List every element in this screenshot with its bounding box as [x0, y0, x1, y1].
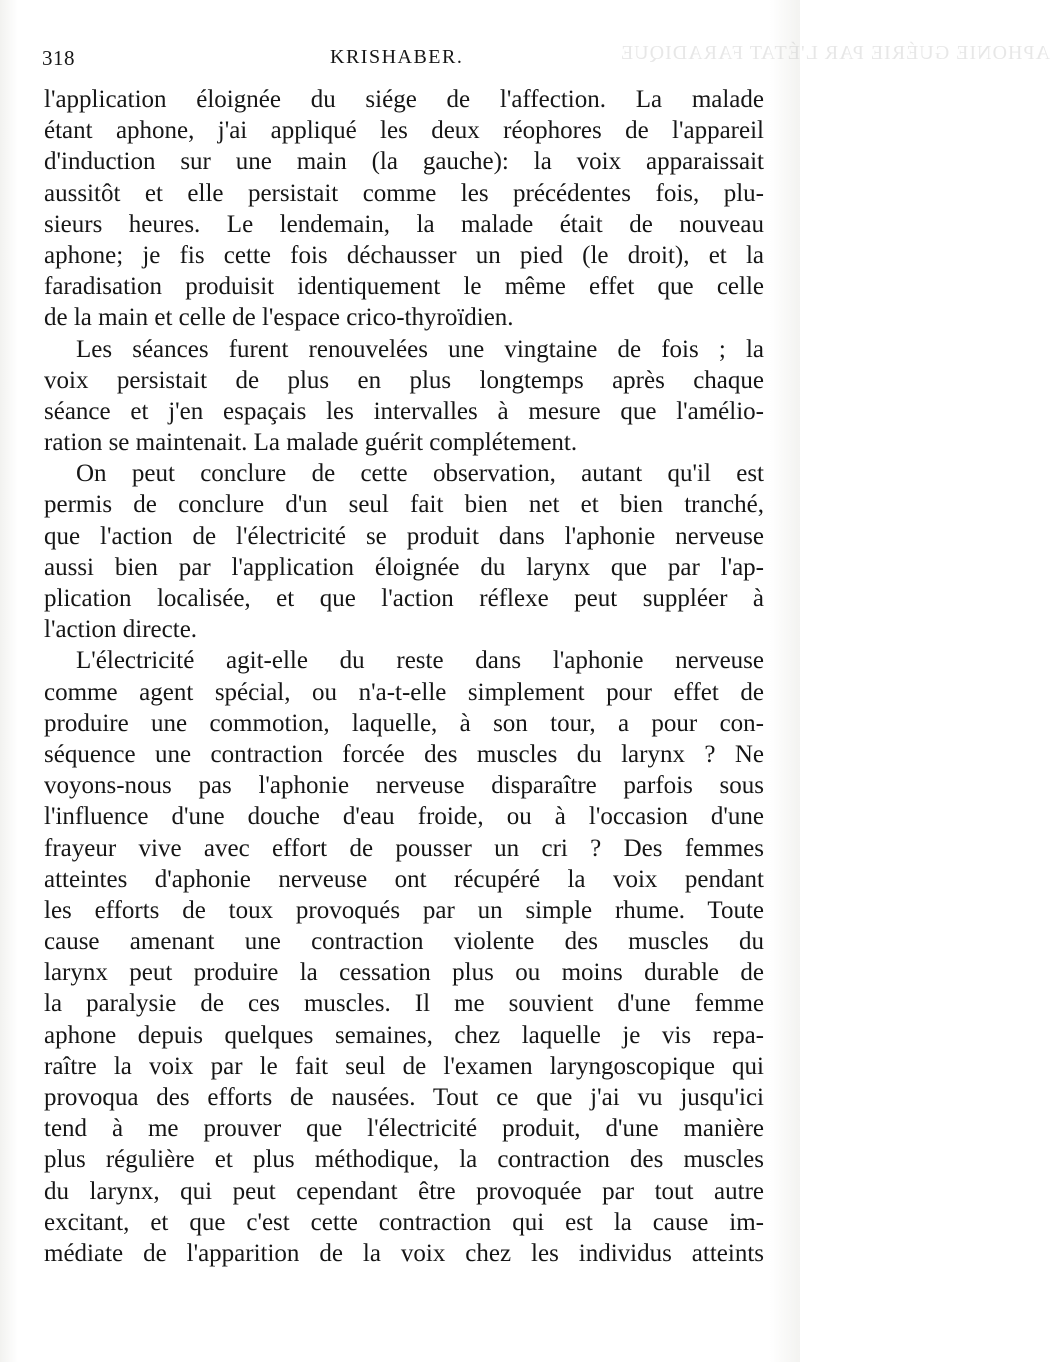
page-number: 318 — [42, 46, 75, 70]
text-line: étant aphone, j'ai appliqué les deux réophores de l'appareil — [44, 117, 764, 145]
text-line: plus régulière et plus méthodique, la contraction des muscles — [44, 1146, 764, 1174]
text-line: la paralysie de ces muscles. Il me souvient d'une femme — [44, 990, 764, 1018]
text-line: les efforts de toux provoqués par un simple rhume. Toute — [44, 896, 764, 924]
text-line: larynx peut produire la cessation plus ou moins durable de — [44, 959, 764, 987]
text-line: du larynx, qui peut cependant être provoquée par tout autre — [44, 1177, 764, 1205]
text-line: l'action directe. — [44, 616, 198, 644]
text-line: voyons-nous pas l'aphonie nerveuse disparaître parfois sous — [44, 772, 764, 800]
text-line: voix persistait de plus en plus longtemps après chaque — [44, 366, 764, 394]
text-line: séance et j'en espaçais les intervalles à mesure que l'amélio- — [44, 397, 764, 425]
text-line: provoqua des efforts de nausées. Tout ce que j'ai vu jusqu'ici — [44, 1084, 764, 1111]
text-line: comme agent spécial, ou n'a-t-elle simplement pour effet de — [44, 678, 764, 706]
running-head: KRISHABER. — [330, 46, 464, 68]
text-line: aussitôt et elle persistait comme les précédentes fois, plu- — [44, 179, 764, 207]
text-line: l'application éloignée du siége de l'affection. La malade — [44, 86, 764, 113]
text-line: atteintes d'aphonie nerveuse ont récupéré la voix pendant — [44, 865, 764, 893]
text-line: tend à me prouver que l'électricité produit, d'une manière — [44, 1115, 764, 1143]
text-line: produire une commotion, laquelle, à son tour, a pour con- — [44, 709, 764, 737]
text-line: de la main et celle de l'espace crico-thyroïdien. — [44, 304, 514, 332]
text-line: cause amenant une contraction violente des muscles du — [44, 928, 764, 956]
text-line: aussi bien par l'application éloignée du larynx que par l'ap- — [44, 553, 764, 581]
text-line: aphone depuis quelques semaines, chez laquelle je vis repa- — [44, 1021, 764, 1049]
text-line: d'induction sur une main (la gauche): la voix apparaissait — [44, 148, 764, 176]
text-line: permis de conclure d'un seul fait bien net et bien tranché, — [44, 491, 764, 519]
paragraph-first-line: On peut conclure de cette observation, autant qu'il est — [76, 460, 764, 488]
text-line: frayeur vive avec effort de pousser un cri ? Des femmes — [44, 834, 764, 862]
text-line: ration se maintenait. La malade guérit complétement. — [44, 429, 578, 457]
text-line: que l'action de l'électricité se produit dans l'aphonie nerveuse — [44, 522, 764, 550]
paragraph-first-line: Les séances furent renouvelées une vingtaine de fois ; la — [76, 335, 764, 363]
text-line: séquence une contraction forcée des muscles du larynx ? Ne — [44, 740, 764, 768]
text-line: raître la voix par le fait seul de l'examen laryngoscopique qui — [44, 1052, 764, 1080]
page-header — [42, 46, 762, 74]
paragraph-first-line: L'électricité agit-elle du reste dans l'aphonie nerveuse — [76, 647, 764, 675]
text-line: faradisation produisit identiquement le même effet que celle — [44, 273, 764, 301]
text-line: plication localisée, et que l'action réflexe peut suppléer à — [44, 585, 764, 612]
text-line: aphone; je fis cette fois déchausser un pied (le droit), et la — [44, 241, 764, 269]
body-text — [44, 84, 764, 1269]
text-line: l'influence d'une douche d'eau froide, ou à l'occasion d'une — [44, 803, 764, 831]
bleed-through-text: APHONIE GUÉRIE PAR L'ÉTAT FARADIQUE — [620, 42, 1050, 64]
text-line: sieurs heures. Le lendemain, la malade était de nouveau — [44, 210, 764, 238]
text-line: médiate de l'apparition de la voix chez les individus atteints — [44, 1239, 764, 1267]
text-line: excitant, et que c'est cette contraction qui est la cause im- — [44, 1208, 764, 1236]
